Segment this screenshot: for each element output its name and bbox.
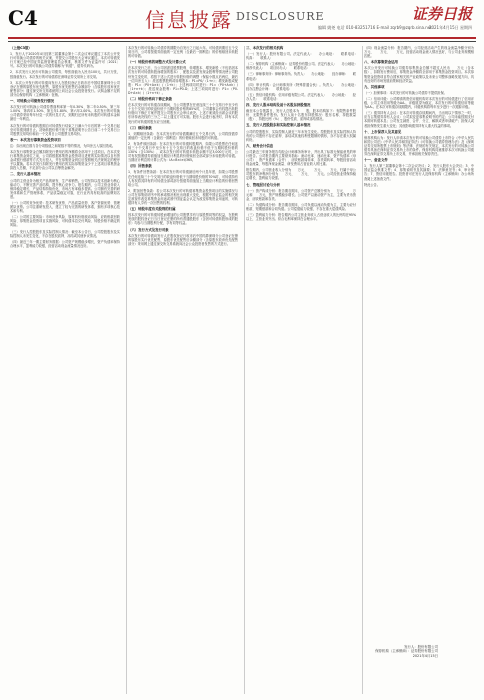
paragraph: （二）公司的主要风险：市场竞争风险、原材料价格波动风险、应收账款回收风险、募集资金投资项目实施风险、可转债本息兑付风险、转股价格不确定的风险。 (10, 215, 120, 228)
section-heading: 二、发行人基本情况 (10, 172, 41, 177)
signature-date: 2021年4月15日 (412, 653, 438, 658)
section-heading: （六）发行方式及发行对象 (128, 227, 169, 232)
section-heading: （一）转股价格的调整方式及计算公式 (128, 60, 186, 65)
article-body (10, 46, 481, 694)
paragraph: 2、有条件赎回条款：在本次发行的可转债转股期内，如果公司股票在任何连续三十个交易日中至少有十五个交易日的收盘价格不低于当期转股价格的130%（含130%），或本次发行的可转债未转股余额不足3,000万元时，公司有权按照债券面值加当期应计利息的价格赎回全部或部分未转股的可转债。当期应计利息的计算公式为：IA=B×i×t/365。 (128, 141, 238, 163)
paragraph: （一）公司的竞争优势：技术研发优势、产品质量优势、客户资源优势、管理团队优势。公司注重研发投入，建立了较为完善的研发体系，拥有多项核心技术和专利。 (10, 201, 120, 214)
section-heading: 十、上市保荐人及其意见 (364, 129, 402, 134)
page-number: C4 (8, 6, 38, 30)
paragraph: 保荐机构认为：发行人申请本次发行的可转换公司债券上市符合《中华人民共和国公司法》《中华人民共和国证券法》《可转换公司债券管理办法》及《深圳证券交易所股票上市规则》等法律、法规的有关规定，本次发行的可转换公司债券具备在深圳证券交易所上市的条件。保荐机构同意推荐本次可转换公司债券在深圳证券交易所上市交易，并承担相关保荐责任。 (364, 135, 474, 157)
section-title: 信息披露 (145, 8, 233, 32)
section-heading: （四）回售条款 (128, 164, 152, 169)
section-heading: 表一：本次发行募集资金投资项目 (10, 137, 61, 142)
paragraph: 本次发行的可转换公司债券票面利率第一年0.30%、第二年0.50%、第三年1.00%、第四年1.50%、第五年1.80%、第六年2.00%。本次发行的可转换公司债券采用每年付息一次的付息方式，到期归还所有未转股的可转债本金和最后一年利息。 (10, 105, 120, 122)
section-heading: 十一、备查文件 (364, 158, 388, 163)
paragraph: 本次公开发行可转换公司债券募集资金总额不超过人民币 万元（含本数），扣除发行费用后，募集资金净额将全部用于募集资金投资项目。本次募集资金投资项目符合国家相关的产业政策以及未来公司整体战略发展方向，具有良好的市场发展前景和经济效益。 (364, 66, 474, 83)
section-heading: 一、可转换公司债券发行情况 (10, 99, 55, 104)
paragraph: （二）保荐机构（主承销商）：证券股份有限公司。法定代表人： 办公地址： 保荐代表人： 项目协办人： 联系电话： (246, 62, 363, 71)
section-heading: 三、本次发行的相关机构 (246, 46, 284, 50)
paragraph: （四）现金流量分析：报告期内，公司经营活动产生的现金流量净额分别为 万元、 万元、 万元，经营活动现金流入情况良好，与公司业务规模相匹配。 (364, 46, 481, 59)
paragraph: （一）资产构成分析：报告期各期末，公司资产总额分别为 万元、 万元和 万元，资产规模稳步增长。公司资产以流动资产为主，主要为货币资金、应收账款和存货。 (246, 188, 356, 201)
paragraph: （一）发行人：股份有限公司。法定代表人： 办公地址： 联系电话： 传真： 联系人： (246, 52, 363, 61)
section-heading: 八、本次募集资金运用 (364, 60, 398, 65)
section-title-english: DISCLOSURE (236, 10, 325, 23)
paragraph: 报告期内，公司营业收入分别为 万元、 万元、 万元，归属于母公司股东的净利润分别为 万元、 万元、 万元。公司经营业绩保持稳定增长，盈利能力较强。 (246, 168, 356, 181)
paragraph: 1、发行人第三届董事会第十二次会议决议；2、发行人股东大会决议；3、中国证监会核准文件；4、募集说明书及其摘要；5、法律意见书；6、审计报告；7、资信评级报告。投资者可在发行人及保荐机构（主承销商）办公场所查阅上述备查文件。 (364, 164, 474, 181)
paragraph: （三）盈利能力分析：报告期内公司主营业务收入占营业收入的比例均在95%以上，主营业务突出。综合毛利率保持在合理水平。 (246, 213, 356, 222)
paragraph: 本次发行的可转债转股期自可转债发行结束之日满六个月后的第一个交易日起至可转债到期日止。初始转股价格不低于募集说明书公告日前二十个交易日公司股票交易均价和前一个交易日公司股票交易均价。 (10, 123, 120, 136)
column-divider (362, 46, 363, 694)
paragraph: 截至本公告披露日，发行人总股本为 股，股本结构如下：有限售条件股份、无限售条件股份。发行人前十名股东持股情况：股东名称、持股数量（股）、持股比例（%）、股份性质、质押或冻结情况。 (246, 109, 356, 122)
text-column-4 (364, 46, 481, 694)
paragraph: 公司的主营业务为相关产品的研发、生产和销售。公司坚持以技术创新为核心驱动力，不断完善产品结构，提升核心竞争力。报告期内，公司主营业务收入保持稳定增长，产品结构持续优化，市场占有率稳步提高。公司拥有完善的研发体系和生产管理体系，产品质量稳定可靠，在行业内具有较高的品牌知名度。 (10, 178, 120, 199)
section-heading: 九、其他事项 (364, 84, 385, 89)
paragraph: 1、有条件回售条款：在本次发行的可转债最后两个计息年度，如果公司股票在任何连续三十个交易日的收盘价格低于当期转股价格的70%时，可转债持有人有权将其持有的可转债全部或部分按债券面值加上当期应计利息的价格回售给公司。 (128, 170, 238, 187)
section-heading: （五）转股年度有关股利的归属 (128, 207, 176, 212)
paragraph: （四）审计机构：会计师事务所（特殊普通合伙）。负责人： 办公地址： 经办注册会计师： 联系电话： (246, 82, 363, 91)
paragraph: 在本次发行的可转债存续期间，当公司股票在任意连续三十个交易日中至少有十五个交易日的收盘价低于当期转股价格的85%时，公司董事会有权提出转股价格向下修正方案并提交公司股东大会审议表决。上述方案须经出席会议的股东所持表决权的三分之二以上通过方可实施。股东大会进行表决时，持有本次发行的可转债的股东应当回避。 (128, 103, 238, 124)
section-heading: （二）转股价格向下修正条款 (128, 97, 173, 102)
section-heading: 五、发行人控股股东和实际控制人基本情况 (246, 123, 311, 128)
header-rule (8, 37, 476, 39)
text-column-2 (128, 46, 238, 694)
section-heading: 七、管理层讨论与分析 (246, 182, 280, 187)
column-divider (126, 46, 127, 694)
paragraph: （二）信用评级：公司聘请的资信评级机构对本次发行的可转债进行了信用评级，公司主体信用等级为AA-，评级展望为稳定，本次发行的可转债信用等级为AA-。在本次可转债存续期限内，评级机构将每年至少进行一次跟踪评级。 (364, 96, 474, 110)
text-column-3 (246, 46, 363, 694)
paragraph: （三）债券持有人会议：在本次可转债存续期间内，当出现以下情形之一时，应当召集债券持有人会议：公司拟变更募集说明书的约定；公司未能按期支付本期可转债本息；公司发生减资、合并、分立、解散或者申请破产；担保人或者担保物发生重大变化；其他影响债券持有人重大权益的事项。 (364, 111, 474, 128)
paragraph: 本次发行募集资金总额扣除发行费用后的净额将全部用于上述项目。在本次发行募集资金到位之前，公司将根据募集资金投资项目进度的实际情况以自有资金或银行借款等方式先行投入，并在募集资金到位后按照相关法规规定的程序予以置换。若本次发行扣除发行费用后的实际募集资金少于上述项目募集资金拟投入总额，不足部分由公司以自筹资金解决。 (10, 149, 120, 171)
paragraph: 本次发行的可转债向发行人在股权登记日收市后中国结算深圳分公司登记在册的原股东实行优先配售，原股东优先配售后余额部分（含原股东放弃优先配售部分）采用网上通过深交所交易系统向社会公众投资者发售的方式进行。 (128, 233, 238, 246)
paragraph: 本次发行的可转换公司债券的期限为自发行之日起六年。可转债到期后五个交易日内，公司将按债券面值的一定比例（含最后一期利息）的价格赎回未转股的可转债。 (128, 46, 238, 59)
paragraph: 在本次发行之后，当公司因派送股票股利、转增股本、增发新股（不包括因本次发行的可转债转股而增加的股本）、配股以及派发现金股利等情况使公司股份发生变化时，将按下述公式进行转股价格的调整（保留小数点后两位，最后一位四舍五入）：派送股票股利或转增股本：P1=P0/（1+n）；增发新股或配股：P1=（P0+A×k）/（1+k）；上述两项同时进行：P1=（P0+A×k）/（1+n+k）；派送现金股利：P1=P0-D；上述三项同时进行：P1=（P0-D+A×k）/（1+n+k）。 (128, 66, 238, 95)
paragraph: 注：如出现总数与各分项数值之和尾数不符的情况，为四舍五入原因造成。 (10, 143, 116, 148)
paragraph: 因本次发行的可转债转股而增加的公司股票享有与原股票同等的权益，在股利发放的股权登记日当日登记在册的所有普通股股东（含因可转债转股形成的股东）均参与当期股利分配，享有同等权益。 (128, 213, 238, 226)
underwriter-signature: 保荐机构（主承销商）：证券股份有限公司 (375, 649, 438, 654)
paragraph: 2、本次发行人民币可转换公司债券，每张面值为人民币100元，共计万张，按面值发行。本次发行的可转债将在深圳证券交易所上市交易。 (10, 70, 120, 79)
paragraph: （一）担保事项：本次发行的可转换公司债券不提供担保。 (364, 90, 447, 95)
paragraph: 特此公告。 (364, 182, 380, 187)
paragraph: （四）最近三年一期主要财务数据：公司资产规模稳步增长，资产负债率保持合理水平，盈利能力较强，经营活动现金流量情况良好。 (10, 239, 120, 248)
paragraph: （三）律师事务所：律师事务所。负责人： 办公地址： 经办律师： 联系电话： (246, 72, 356, 81)
signature-block (375, 645, 438, 658)
column-divider (244, 46, 245, 694)
paragraph: （二）负债构成分析：报告期各期末，公司负债以流动负债为主，主要为应付账款、短期借款和合同负债。公司偿债能力较强，不存在重大偿债风险。 (246, 202, 356, 211)
paragraph: 公司的控股股东、实际控制人最近三年未发生变化。控股股东及实际控制人持有的公司股份不存在质押、冻结或其他权利受限制的情形，亦不存在重大权属纠纷。 (246, 129, 356, 142)
paragraph: 3、本次公开发行的可转债向发行人在股权登记日收市后中国结算深圳分公司登记在册的原股东优先配售，原股东优先配售后余额部分（含原股东放弃优先配售部分）通过深交所交易系统网上向社会公众投资者发行。认购金额不足的部分由保荐机构（主承销商）包销。 (10, 80, 120, 97)
paragraph: 2、附加回售条款：若公司本次发行的可转债募集资金投资项目的实施情况与公司在募集说明书中的承诺情况相比出现重大变化，根据中国证监会的相关规定被视作改变募集资金用途或被中国证监会认定为改变募集资金用途的，可转债持有人享有一次回售的权利。 (128, 188, 238, 206)
paragraph: 1、发行人于2020年4月经第三届董事会第十二次会议审议通过了本次公开发行可转换公司债券的相关议案，并提交公司股东大会审议通过。本次可转债发行方案已经中国证券监督管理委员会核准，核准文件为证监许可〔2021〕号。本次发行的可转换公司债券简称为“转债”，债券代码为。 (10, 52, 120, 69)
editor-info: 编辑 姚尧 电话 010-83251716 E-mail zqrb9@zqrb.sina.net (318, 25, 432, 30)
section-heading: （三）赎回条款 (128, 125, 152, 130)
newspaper-logo: 证券日报 (411, 5, 472, 23)
section-heading: （上接C3版） (10, 46, 32, 50)
issuer-signature: 发行人：股份有限公司 (404, 644, 438, 649)
masthead (0, 0, 484, 46)
issue-date: 2021年4月15日 星期四 (428, 25, 472, 30)
section-heading: 四、发行人股本结构及前十名股东持股情况 (246, 103, 311, 108)
paragraph: 公司最近三年财务报告均经会计师事务所审计，并出具了标准无保留意见的审计报告。公司报告期内主要财务指标：流动比率、速动比率、资产负债率（母公司）、资产负债率（合并）、应收账款周转率、存货周转率、每股经营活动现金流量、每股净现金流量、研发费用占营业收入的比重。 (246, 149, 356, 167)
paragraph: （五）资信评级机构：信用评级有限公司。法定代表人： 办公地址： 经办人员： 联系电话： (246, 92, 356, 101)
section-heading: 六、财务会计信息 (246, 143, 274, 148)
text-column-1 (10, 46, 120, 694)
paragraph: （三）发行人控股股东及实际控制人情况：截至本公告日，公司控股股东及实际控制人未发生变化，不存在股权质押、冻结或其他争议情况。 (10, 229, 120, 238)
paragraph: 1、到期赎回条款：在本次发行的可转债期满后五个交易日内，公司将按债券面值的一定比例（含最后一期利息）的价格赎回未转股的可转债。 (128, 131, 238, 140)
header-thin-rule (8, 41, 476, 42)
